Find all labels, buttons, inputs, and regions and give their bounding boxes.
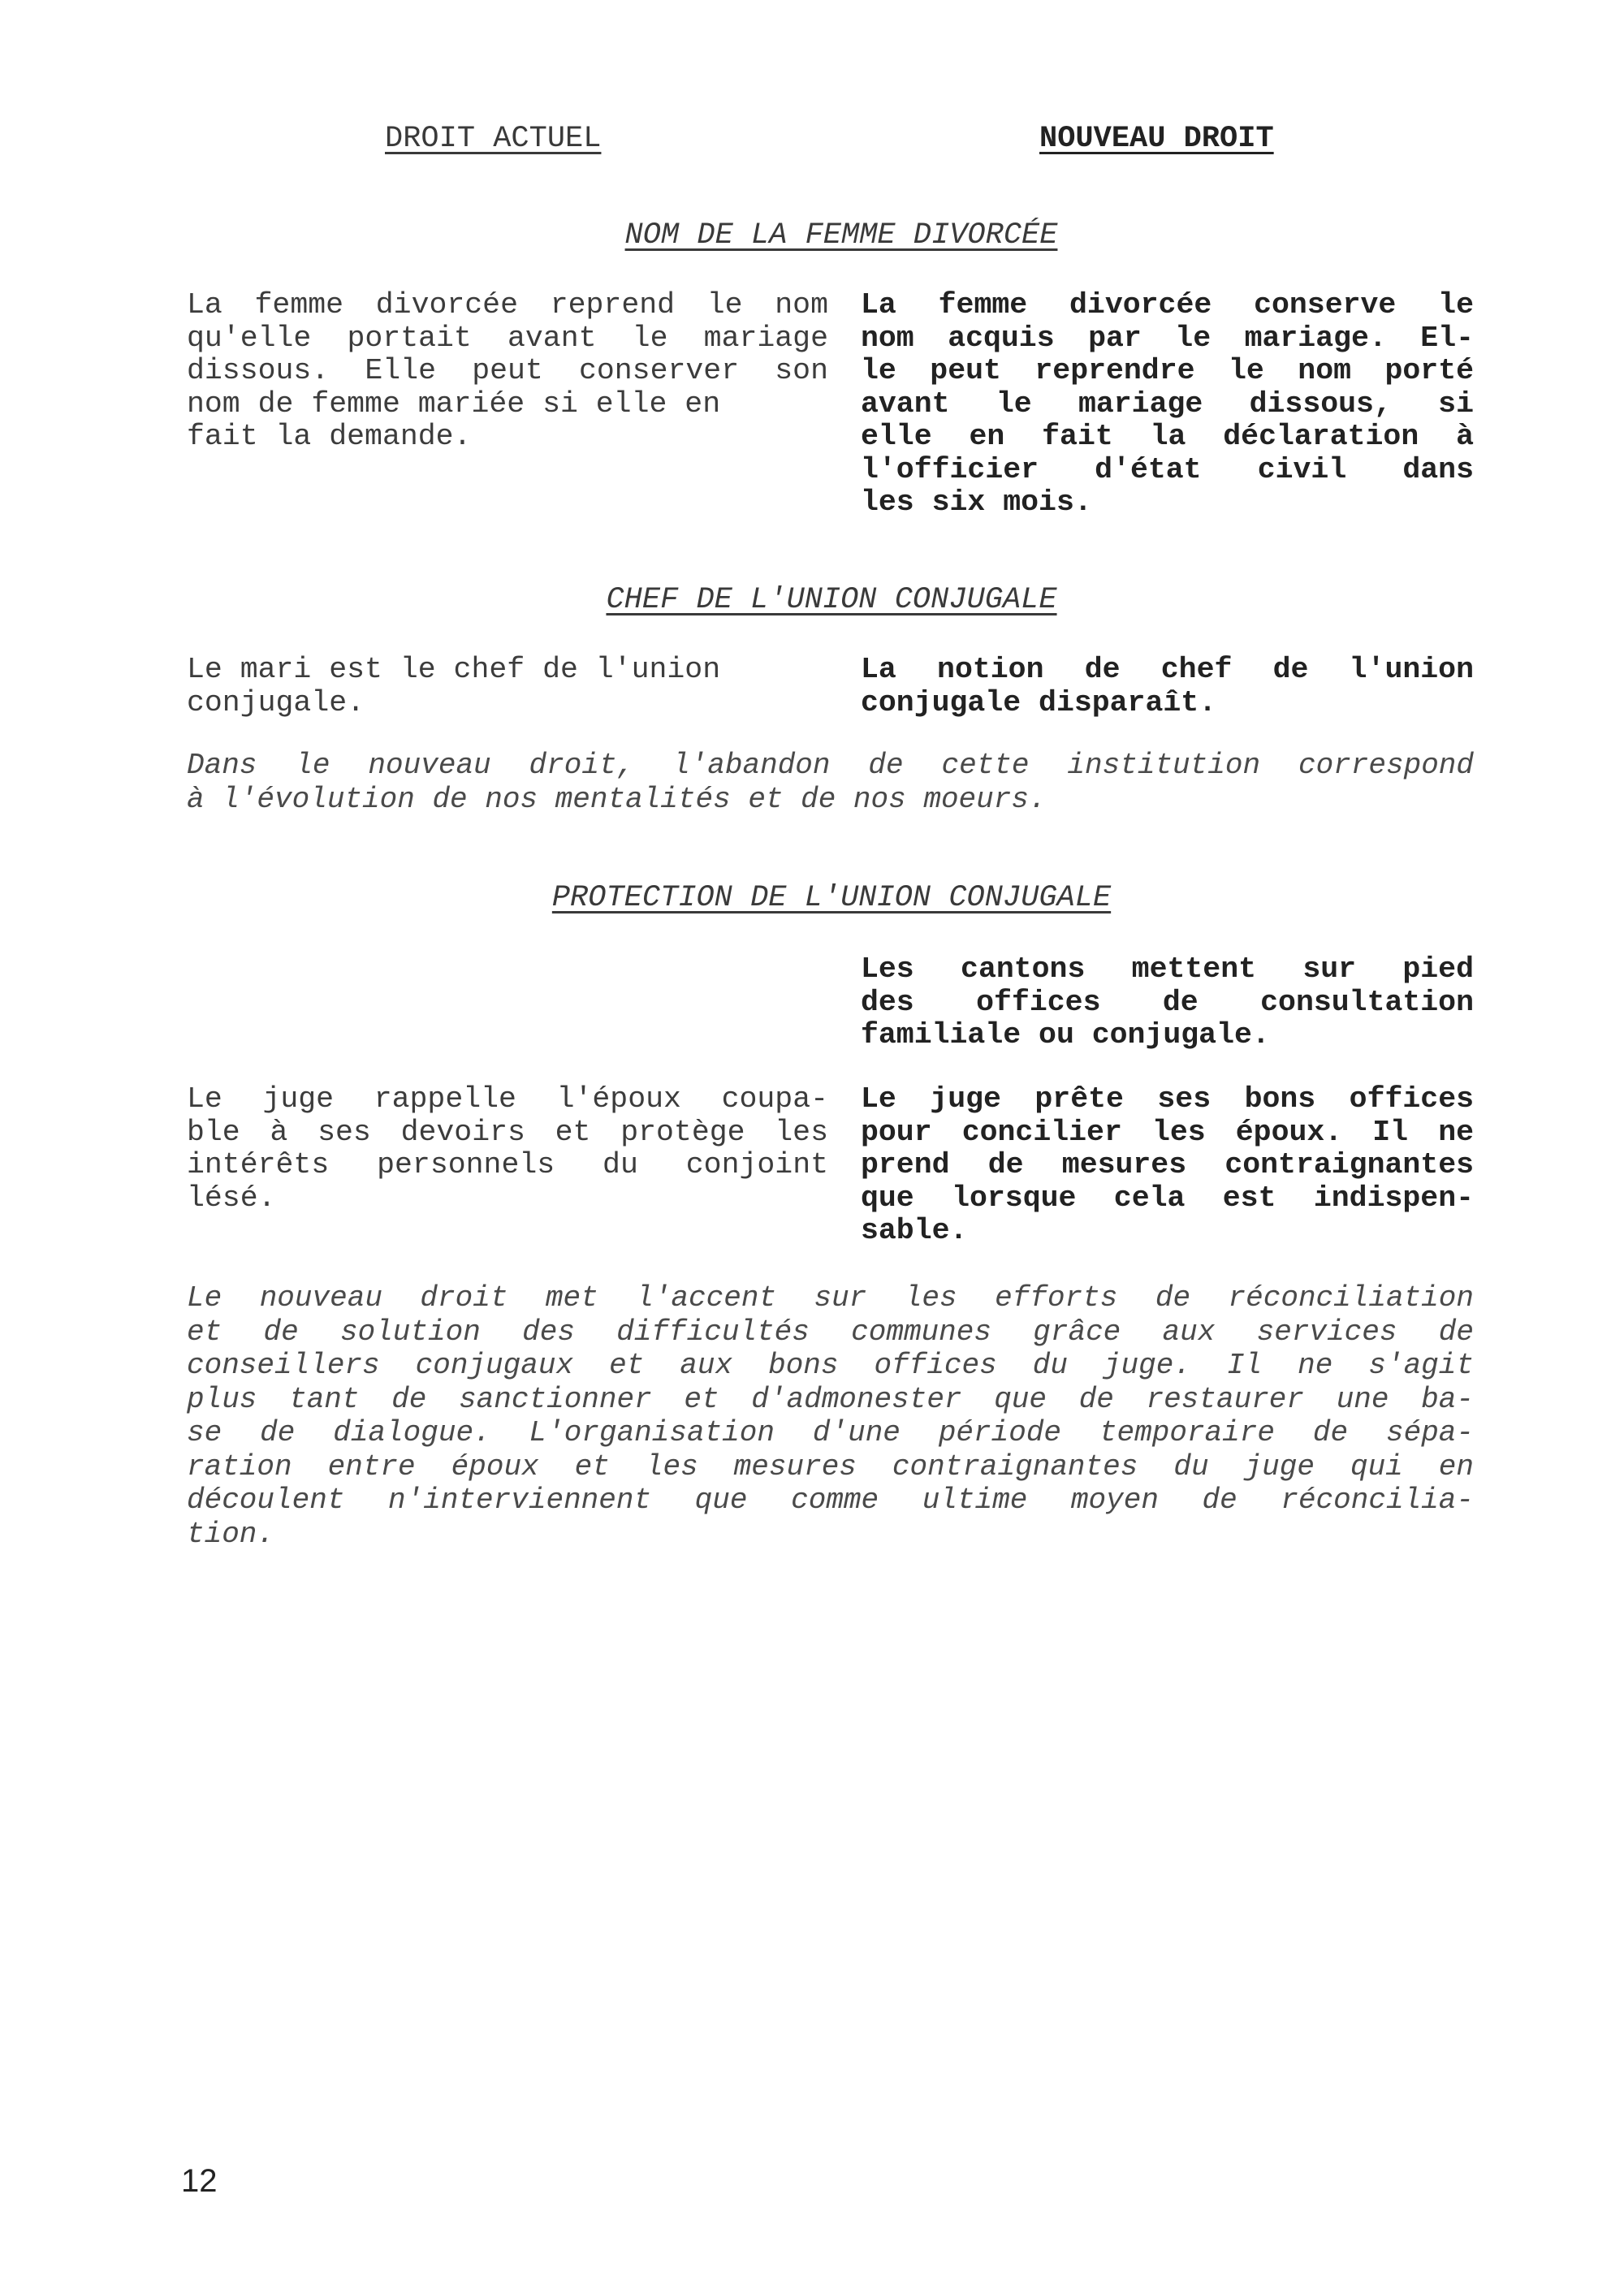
commentary-protection-of-union (187, 1281, 1474, 1551)
section-title-head-of-marital-union: CHEF DE L'UNION CONJUGALE (606, 583, 1057, 617)
current-law-text-divorced-name (187, 289, 828, 454)
text-line: Le mari est le chef de l'union (187, 653, 721, 686)
new-law-text-judge-role (861, 1083, 1474, 1248)
page-number: 12 (181, 2163, 218, 2199)
text-line: l'officier d'état civil dans (861, 452, 1474, 486)
text-line: les six mois. (861, 486, 1092, 519)
text-line: se de dialogue. L'organisation d'une période temporaire de sépa- (187, 1416, 1474, 1449)
text-line: lésé. (187, 1181, 276, 1215)
current-law-text-head-of-union (187, 654, 828, 719)
new-law-text-divorced-name (861, 289, 1474, 520)
current-law-text-judge-role (187, 1083, 828, 1215)
text-line: ble à ses devoirs et protège les (187, 1115, 828, 1149)
column-header-current-law: DROIT ACTUEL (385, 122, 602, 156)
text-line: le peut reprendre le nom porté (861, 354, 1474, 387)
text-line: fait la demande. (187, 420, 472, 453)
text-line: Les cantons mettent sur pied (861, 952, 1474, 986)
text-line: La notion de chef de l'union (861, 653, 1474, 686)
new-law-text-head-of-union (861, 654, 1474, 719)
text-line: familiale ou conjugale. (861, 1018, 1270, 1052)
text-line: conseillers conjugaux et aux bons offices du juge. Il ne s'agit (187, 1349, 1474, 1382)
text-line: nom acquis par le mariage. El- (861, 321, 1474, 355)
text-line: La femme divorcée reprend le nom (187, 288, 828, 322)
new-law-text-counselling-offices (861, 953, 1474, 1052)
text-line: que lorsque cela est indispen- (861, 1181, 1474, 1215)
commentary-head-of-union (187, 749, 1474, 816)
text-line: pour concilier les époux. Il ne (861, 1115, 1474, 1149)
text-line: conjugale. (187, 685, 365, 719)
column-header-new-law: NOUVEAU DROIT (1039, 122, 1274, 156)
text-line: Le nouveau droit met l'accent sur les efforts de réconciliation (187, 1281, 1474, 1315)
text-line: plus tant de sanctionner et d'admonester que de restaurer une ba- (187, 1382, 1474, 1416)
text-line: intérêts personnels du conjoint (187, 1148, 828, 1181)
text-line: avant le mariage dissous, si (861, 387, 1474, 421)
text-line: dissous. Elle peut conserver son (187, 354, 828, 387)
text-line: et de solution des difficultés communes grâce aux services de (187, 1315, 1474, 1349)
text-line: conjugale disparaît. (861, 685, 1217, 719)
text-line: des offices de consultation (861, 985, 1474, 1019)
text-line: ration entre époux et les mesures contraignantes du juge qui en (187, 1449, 1474, 1484)
text-line: qu'elle portait avant le mariage (187, 321, 828, 355)
text-line: La femme divorcée conserve le (861, 288, 1474, 322)
text-line: découlent n'interviennent que comme ultime moyen de réconcilia- (187, 1484, 1474, 1517)
text-line: prend de mesures contraignantes (861, 1148, 1474, 1181)
section-title-protection-of-marital-union: PROTECTION DE L'UNION CONJUGALE (551, 881, 1112, 915)
text-line: nom de femme mariée si elle en (187, 387, 721, 421)
text-line: Le juge prête ses bons offices (861, 1082, 1474, 1116)
section-title-divorced-woman-name: NOM DE LA FEMME DIVORCÉE (624, 218, 1058, 253)
text-line: sable. (861, 1214, 968, 1247)
text-line: Le juge rappelle l'époux coupa- (187, 1082, 828, 1116)
text-line: à l'évolution de nos mentalités et de nos moeurs. (187, 782, 1047, 816)
text-line: Dans le nouveau droit, l'abandon de cette institution correspond (187, 749, 1474, 782)
text-line: tion. (187, 1517, 275, 1551)
text-line: elle en fait la déclaration à (861, 420, 1474, 453)
